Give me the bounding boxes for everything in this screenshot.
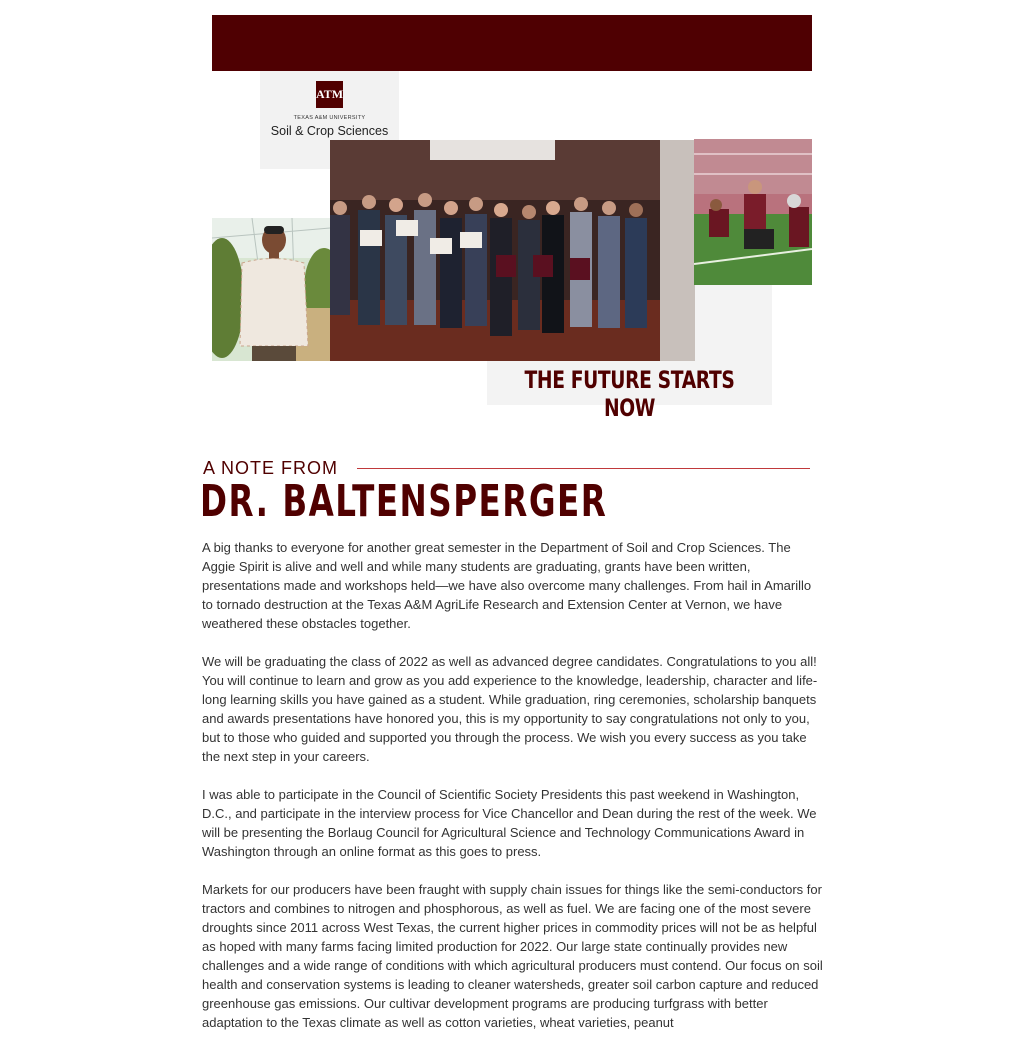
heading-rule — [357, 468, 810, 469]
paragraph: A big thanks to everyone for another great semester in the Department of Soil and Crop Sciences. The Aggie Spirit is alive and well and while many students are graduating, grants have been written, presentations made and workshops held—we have also overcome many challenges. From hail in Amarillo to tornado destruction at the Texas A&M AgriLife Research and Extension Center at Vernon, we have weathered these obstacles together. — [202, 540, 812, 631]
header-banner — [212, 15, 812, 71]
letter-body — [202, 538, 824, 1051]
logo-university: TEXAS A&M UNIVERSITY — [293, 115, 366, 121]
photo-field-work — [694, 139, 812, 285]
tagline: THE FUTURE STARTS NOW — [524, 366, 735, 422]
photo-greenhouse — [212, 218, 330, 361]
note-label: A NOTE FROM — [203, 458, 339, 478]
paragraph: I was able to participate in the Council of Scientific Society Presidents this past weekend in Washington, D.C., and participate in the interview process for Vice Chancellor and Dean during the rest of the week. We will be presenting the Borlaug Council for Agricultural Science and Technology Communications Award in Washington through an online format as this goes to press. — [202, 787, 817, 859]
photo-group-awards — [330, 140, 695, 361]
note-author-name: DR. BALTENSPERGER — [200, 476, 608, 527]
paragraph: Markets for our producers have been fraught with supply chain issues for things like the semi-conductors for tractors and combines to nitrogen and phosphorous, as well as fuel. We are facing one of the most severe droughts since 2011 across West Texas, the current higher prices in commodity prices will not be as helpful as hoped with many farms facing limited production for 2022. Our large state continually provides new challenges and a wide range of conditions with which agricultural producers must contend. Our focus on soil health and conservation systems is leading to cleaner watersheds, greater soil carbon capture and reduced greenhouse gas emissions. Our cultivar development programs are producing turfgrass with better adaptation to the Texas climate as well as cotton varieties, wheat varieties, peanut — [202, 882, 823, 1030]
logo-department: Soil & Crop Sciences — [270, 124, 389, 138]
paragraph: We will be graduating the class of 2022 as well as advanced degree candidates. Congratulations to you all! You will continue to learn and grow as you add experience to the knowledge, leadership, character and life-long learning skills you have gained as a student. While graduation, ring ceremonies, scholarship banquets and awards presentations have honored you, this is my opportunity to say congratulations not only to you, but to those who guided and supported you through the process. We wish you every success as you take the next step in your careers. — [202, 654, 818, 764]
atm-logo-icon: ATM — [316, 81, 343, 108]
